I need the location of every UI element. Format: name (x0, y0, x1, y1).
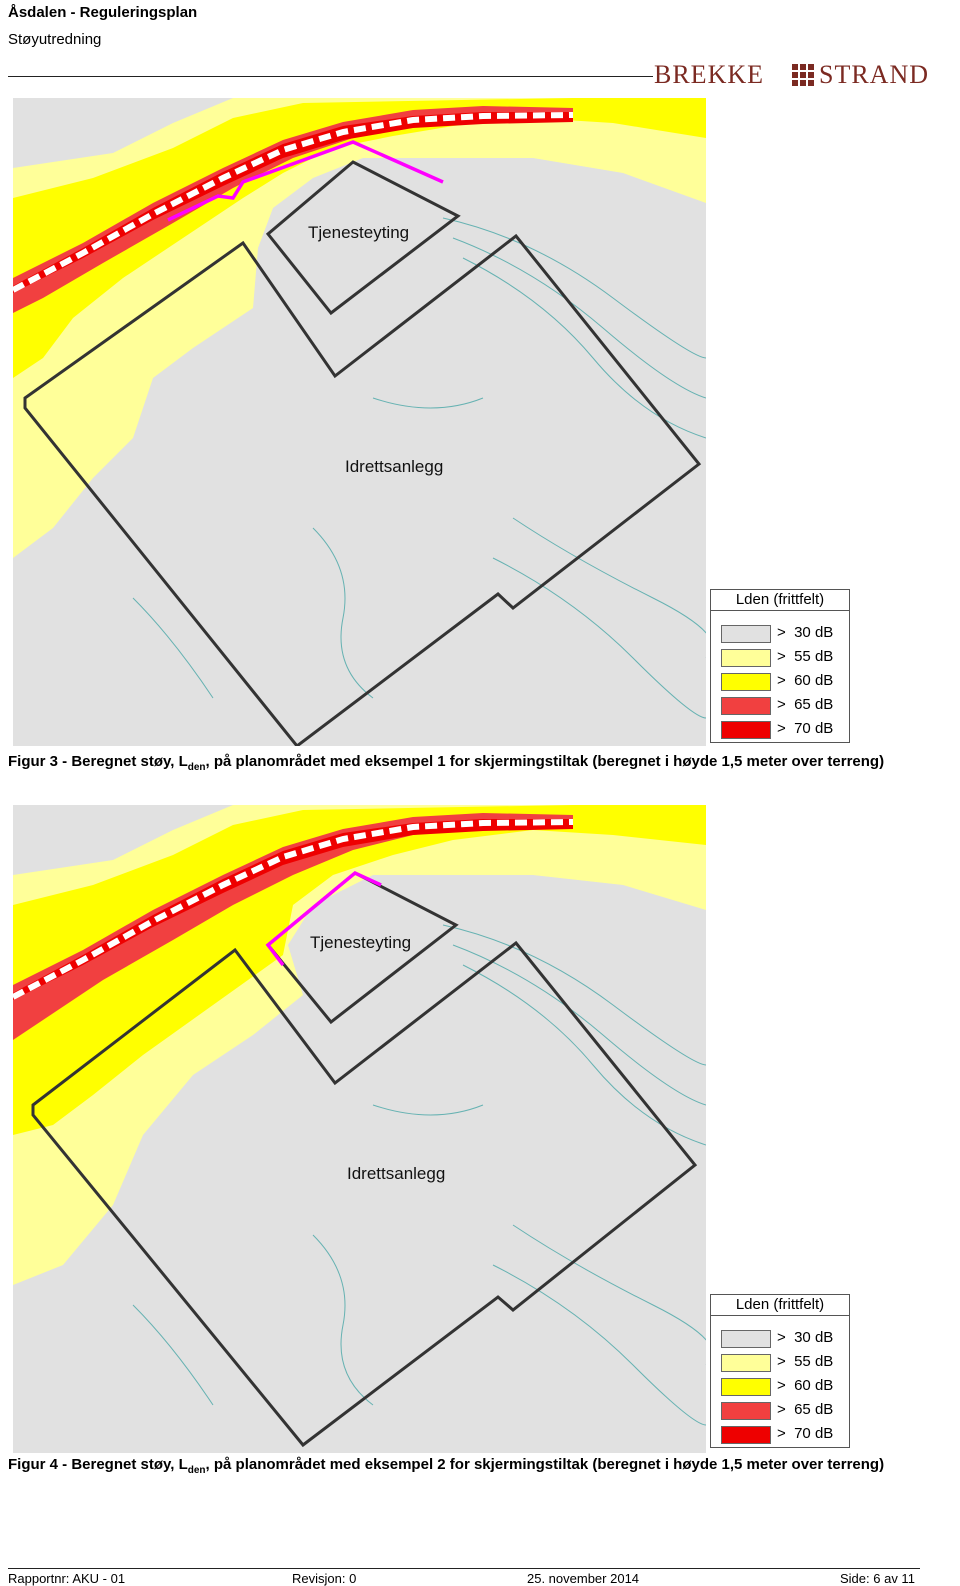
figure-3-caption (8, 750, 908, 779)
legend-swatch (721, 625, 771, 643)
footer-report-number: Rapportnr: AKU - 01 (8, 1571, 126, 1586)
legend-label: > 65 dB (777, 696, 834, 713)
legend-swatch (721, 1378, 771, 1396)
footer-revision: Revisjon: 0 (292, 1571, 357, 1586)
footer-divider (8, 1568, 920, 1569)
legend-item (721, 1354, 845, 1372)
legend-item (721, 1378, 845, 1396)
legend-label: > 70 dB (777, 1425, 834, 1442)
caption-text: Figur 4 - Beregnet støy, L (8, 1456, 188, 1473)
caption-text: Figur 3 - Beregnet støy, L (8, 753, 188, 770)
legend-label: > 60 dB (777, 1377, 834, 1394)
legend-swatch (721, 1354, 771, 1372)
legend-label: > 60 dB (777, 672, 834, 689)
legend-figure-4 (710, 1294, 850, 1448)
legend-swatch (721, 1330, 771, 1348)
legend-item (721, 1402, 845, 1420)
caption-text: , på planområdet med eksempel 1 for skjermingstiltak (beregnet i høyde 1,5 meter over terreng) (205, 753, 885, 770)
footer-date: 25. november 2014 (527, 1571, 640, 1586)
legend-item (721, 1330, 845, 1348)
legend-label: > 30 dB (777, 624, 834, 641)
legend-swatch (721, 721, 771, 739)
legend-label: > 65 dB (777, 1401, 834, 1418)
logo-text-right: STRAND (819, 60, 930, 89)
map-label-idrettsanlegg: Idrettsanlegg (347, 1164, 446, 1183)
legend-title: Lden (frittfelt) (711, 590, 849, 611)
legend-item (721, 697, 845, 715)
legend-item (721, 1426, 845, 1444)
legend-item (721, 649, 845, 667)
noise-map-figure-3 (13, 98, 706, 746)
logo-dots-icon (792, 64, 814, 86)
caption-subscript: den (187, 1465, 206, 1476)
legend-title: Lden (frittfelt) (711, 1295, 849, 1316)
legend-swatch (721, 1402, 771, 1420)
legend-swatch (721, 673, 771, 691)
document-title: Åsdalen - Reguleringsplan (8, 4, 198, 21)
legend-swatch (721, 1426, 771, 1444)
caption-text: , på planområdet med eksempel 2 for skjermingstiltak (beregnet i høyde 1,5 meter over terreng) (205, 1456, 885, 1473)
map-label-idrettsanlegg: Idrettsanlegg (345, 457, 444, 476)
header-divider (8, 76, 653, 77)
legend-swatch (721, 649, 771, 667)
noise-map-figure-4 (13, 805, 706, 1453)
caption-subscript: den (187, 762, 206, 773)
company-logo (654, 60, 954, 90)
legend-label: > 30 dB (777, 1329, 834, 1346)
document-subtitle: Støyutredning (8, 31, 102, 48)
map-label-tjenesteyting: Tjenesteyting (310, 933, 412, 952)
legend-swatch (721, 697, 771, 715)
legend-item (721, 721, 845, 739)
map-label-tjenesteyting: Tjenesteyting (308, 223, 410, 242)
legend-label: > 70 dB (777, 720, 834, 737)
legend-item (721, 673, 845, 691)
legend-item (721, 625, 845, 643)
footer-page-number: Side: 6 av 11 (840, 1571, 915, 1586)
figure-4-caption (8, 1453, 908, 1482)
logo-text-left: BREKKE (654, 60, 764, 89)
legend-label: > 55 dB (777, 648, 834, 665)
legend-figure-3 (710, 589, 850, 743)
legend-label: > 55 dB (777, 1353, 834, 1370)
